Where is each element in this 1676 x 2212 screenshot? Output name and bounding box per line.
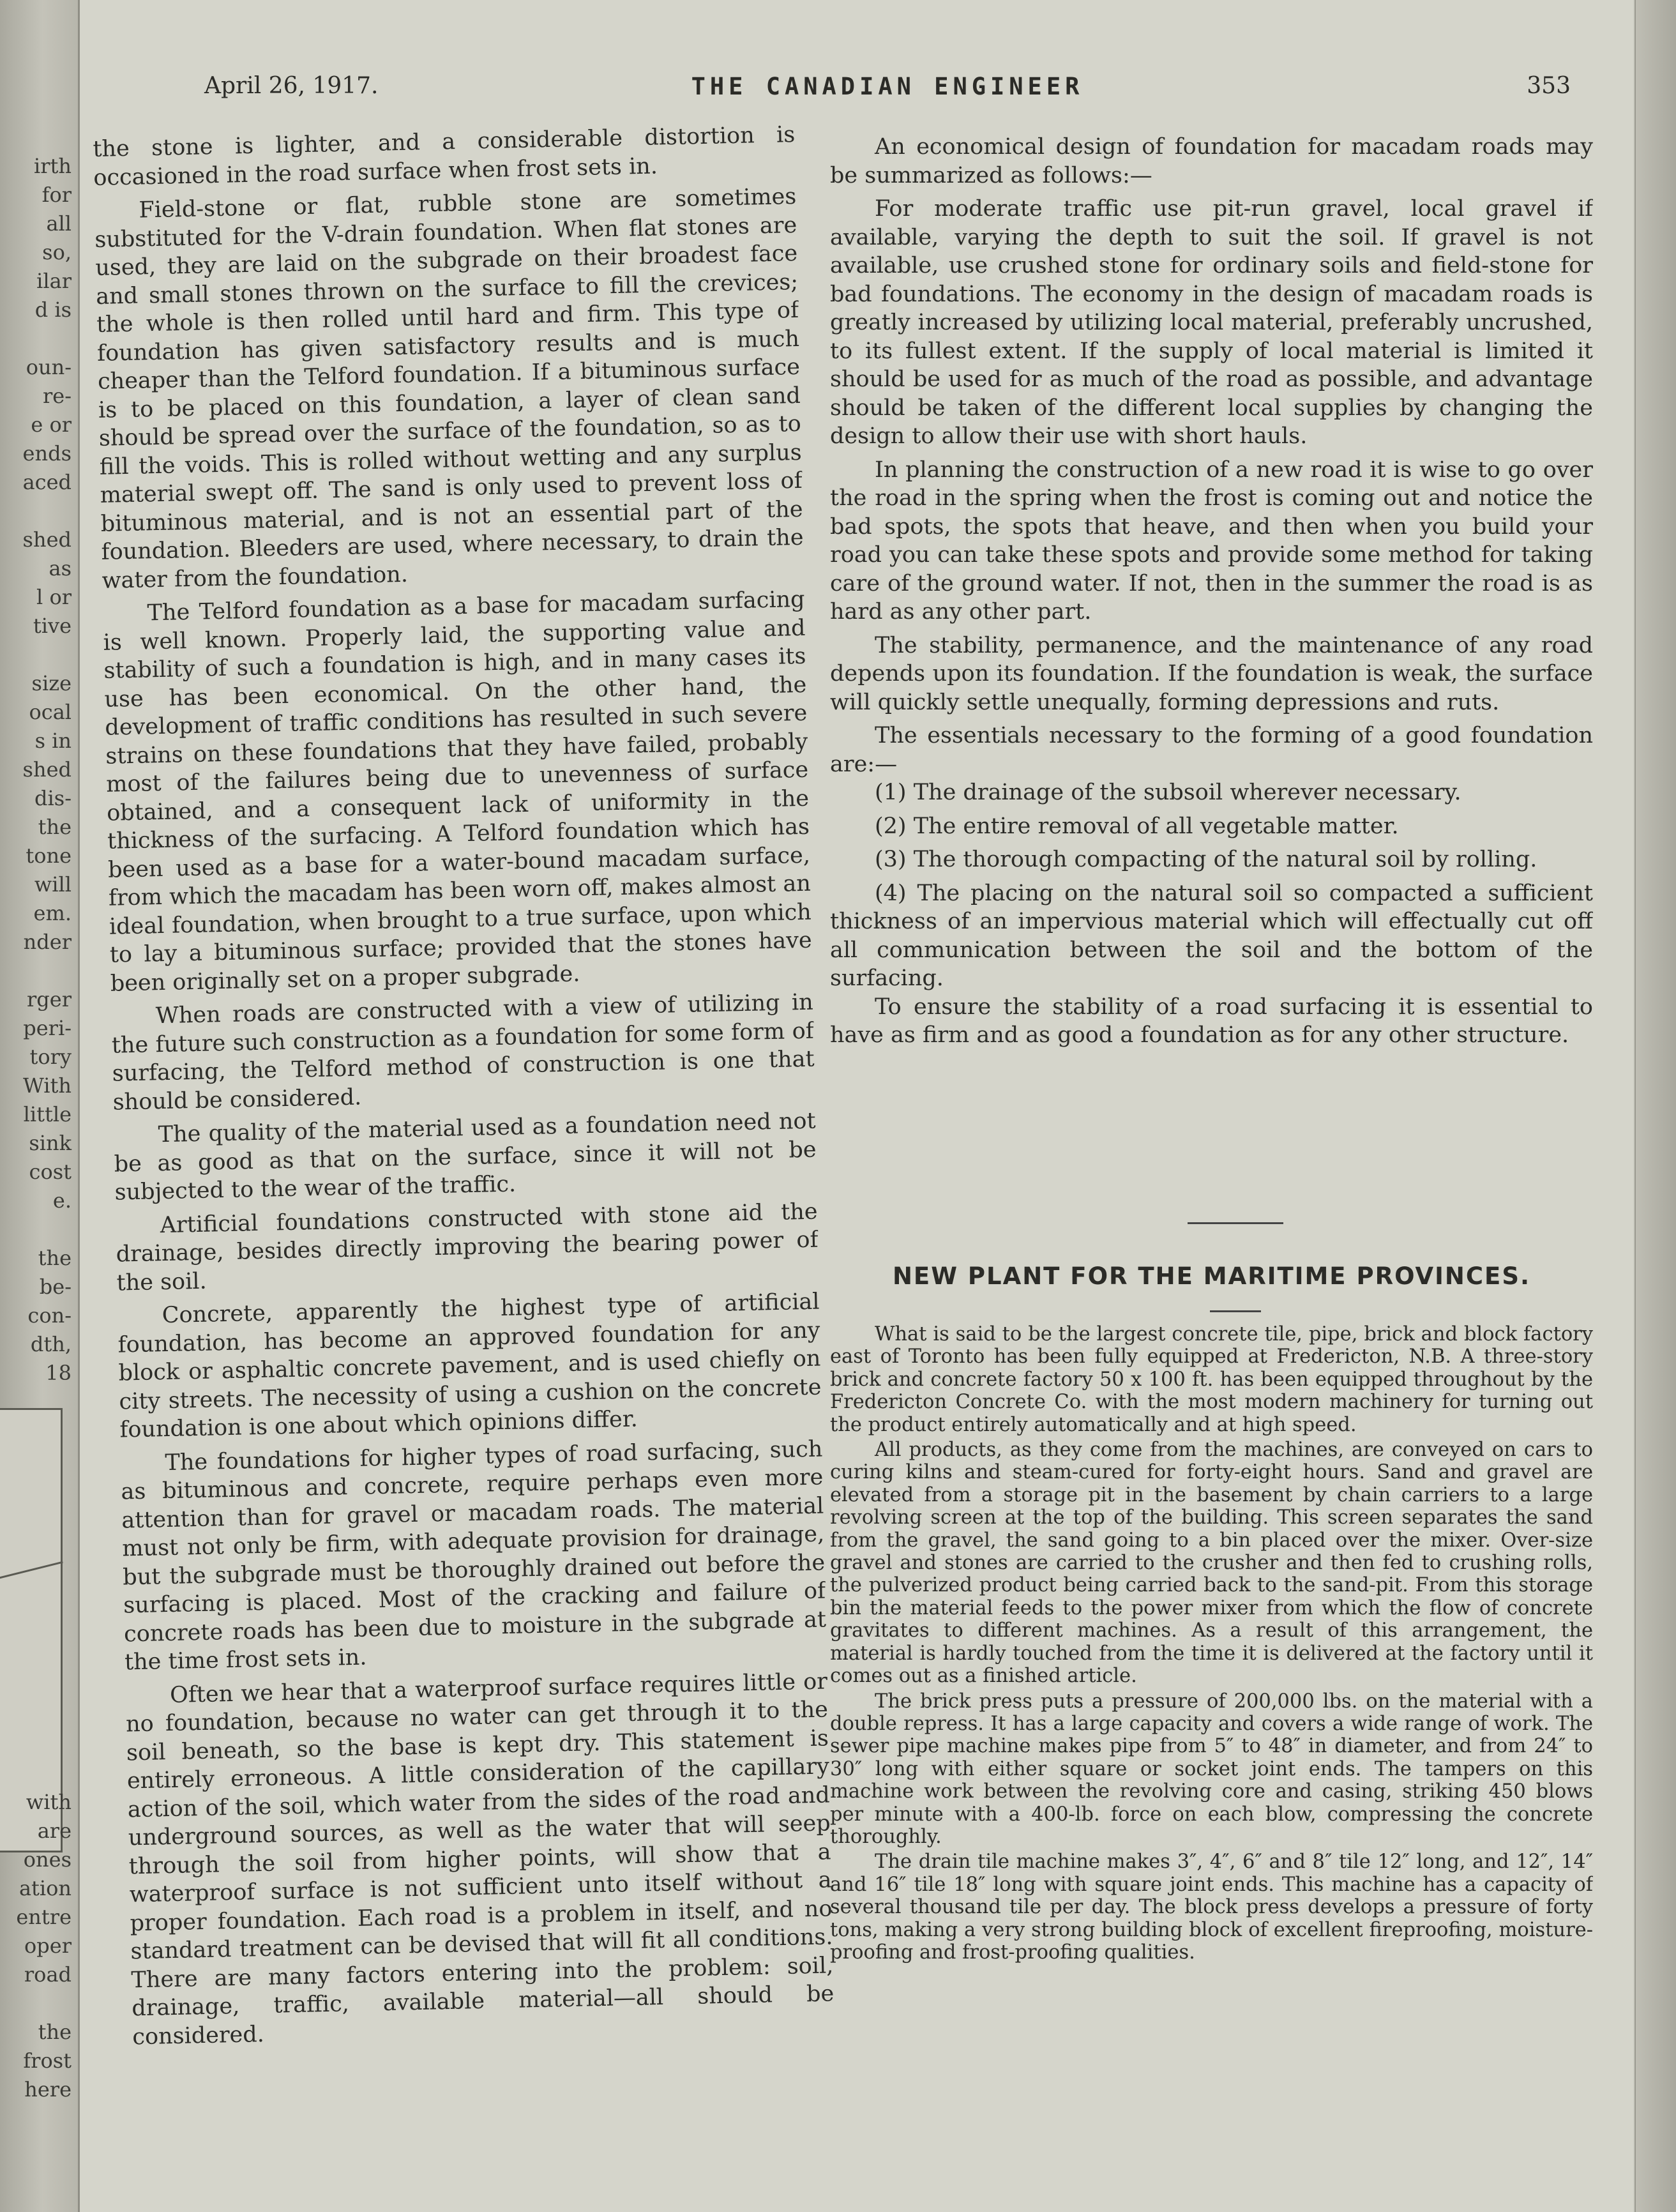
paragraph: For moderate traffic use pit-run gravel, local gravel if available, varying the depth to suit the soil. If gravel is not available, use crushed stone for ordinary soils and field-stone for bad foundations. The economy in the design of macadam roads is greatly increased by utilizing local material, preferably uncrushed, to its fullest extent. If the supply of local material is limited it should be used for as much of the road as possible, and advantage should be taken of the different local supplies by changing the design to allow their use with short hauls. <box>830 196 1593 449</box>
adjacent-page-fragment: dis- <box>34 786 72 810</box>
journal-title: THE CANADIAN ENGINEER <box>691 73 1084 100</box>
adjacent-page-fragment: em. <box>33 901 72 925</box>
adjacent-page-fragment: be- <box>39 1275 72 1299</box>
section-divider <box>1188 1222 1283 1224</box>
paragraph: The foundations for higher types of road surfacing, such as bituminous and concrete, require perhaps even more attention than for gravel or macadam roads. The material must not only be firm, with adequate provision for drainage, but the subgrade must be thoroughly drained out before the surfacing is placed. Most of the cracking and failure of concrete roads has been due to moisture in the subgrade at the time frost sets in. <box>121 1436 827 1676</box>
adjacent-page-fragment: with <box>26 1790 72 1814</box>
list-item: (1) The drainage of the subsoil wherever necessary. <box>875 780 1461 805</box>
page-gutter <box>1634 0 1676 2212</box>
adjacent-page-fragment: cost <box>29 1160 72 1184</box>
adjacent-page-fragment: rger <box>26 987 72 1011</box>
adjacent-page-fragment: nder <box>23 930 72 954</box>
adjacent-page-fragment: irth <box>34 154 72 178</box>
adjacent-page-fragment: e. <box>52 1188 72 1213</box>
adjacent-page-fragment: here <box>24 2077 72 2102</box>
paragraph: An economical design of foundation for macadam roads may be summarized as follows:— <box>830 134 1593 188</box>
adjacent-page-fragment: little <box>23 1102 72 1126</box>
list-item: (4) The placing on the natural soil so compacted a sufficient thickness of an impervious material which will effectually cut off all communication between the soil and the bottom of the surfacing. <box>830 880 1593 991</box>
adjacent-page-fragment: l or <box>36 585 72 609</box>
running-head <box>204 65 1571 103</box>
paragraph: Artificial foundations constructed with stone aid the drainage, besides directly improving the bearing power of the soil. <box>116 1199 819 1296</box>
adjacent-page-fragment: for <box>42 183 72 207</box>
adjacent-page-fragment: re- <box>42 384 72 408</box>
paragraph: The stability, permanence, and the maintenance of any road depends upon its foundation. If the foundation is weak, the surface will quickly settle unequally, forming depressions and ruts. <box>830 632 1593 715</box>
adjacent-page-fragment: With <box>22 1073 72 1098</box>
adjacent-page-fragment: the <box>38 815 72 839</box>
adjacent-page-fragment: entre <box>16 1905 72 1929</box>
adjacent-page-fragment: are <box>37 1819 72 1843</box>
adjacent-page-fragment: the <box>38 1246 72 1270</box>
adjacent-page-fragment: ation <box>19 1876 72 1900</box>
paragraph: Field-stone or flat, rubble stone are sometimes substituted for the V-drain foundation. When flat stones are used, they are laid on the subgrade on their broadest face and small stones thrown on the surface to fill the crevices; the whole is then rolled until hard and firm. This type of foundation has given satisfactory results and is much cheaper than the Telford foundation. If a bituminous surface is to be placed on this foundation, a layer of clean sand should be spread over the surface of the foundation, so as to fill the voids. This is rolled without wetting and any surplus material swept off. The sand is only used to prevent loss of bituminous material, and is not an essential part of the foundation. Bleeders are used, where necessary, to drain the water from the foundation. <box>94 183 804 594</box>
paragraph: The quality of the material used as a foundation need not be as good as that on the surface, since it will not be subjected to the wear of the traffic. <box>114 1108 817 1206</box>
adjacent-page-fragment: road <box>24 1962 72 1987</box>
adjacent-page-fragment: so, <box>42 240 72 264</box>
adjacent-page-fragment: frost <box>23 2049 72 2073</box>
adjacent-page-fragment: d is <box>34 298 72 322</box>
adjacent-page-fragment: e or <box>31 413 72 437</box>
adjacent-page-fragment: s in <box>34 729 72 753</box>
paragraph: The Telford foundation as a base for macadam surfacing is well known. Properly laid, the supporting value and stability of such a foundation is high, and in many cases its use has been economical. On the other hand, the development of traffic conditions has resulted in such severe strains on these foundations that they have failed, probably most of the failures being due to unevenness of surface obtained, and a consequent lack of uniformity in the thickness of the surfacing. A Telford foundation which has been used as a base for a water-bound macadam surface, from which the macadam has been worn off, makes almost an ideal foundation, when brought to a true surface, upon which to lay a bituminous surface; provided that the stones have been originally set on a proper subgrade. <box>103 586 813 997</box>
article-body <box>830 1323 1593 2089</box>
adjacent-page-edge <box>0 0 80 2212</box>
adjacent-page-fragment: the <box>38 2020 72 2044</box>
list-item: (2) The entire removal of all vegetable matter. <box>875 813 1399 839</box>
paragraph: What is said to be the largest concrete tile, pipe, brick and block factory east of Toronto has been fully equipped at Fredericton, N.B. A three-story brick and concrete factory 50 x 100 ft. has been equipped throughout by the Fredericton Concrete Co. with the most modern machinery for turning out the product entirely automatically and at high speed. <box>830 1323 1593 1436</box>
magazine-page <box>80 0 1633 2212</box>
right-column <box>830 133 1593 1212</box>
adjacent-page-fragment: tone <box>26 844 72 868</box>
paragraph: Often we hear that a waterproof surface requires little or no foundation, because no water can get through it to the soil beneath, so the base is kept dry. This statement is entirely erroneous. A little consideration of the capillary action of the soil, which water from the sides of the road and underground sources, as well as the water that will seep through the soil from higher points, will show that a waterproof surface is not sufficient unto itself without a proper foundation. Each road is a problem in itself, and no standard treatment can be devised that will fit all conditions. There are many factors entering into the problem: soil, drainage, traffic, available material—all should be considered. <box>125 1668 834 2050</box>
adjacent-page-fragment: all <box>46 211 72 236</box>
paragraph: The essentials necessary to the forming of a good foundation are:— <box>830 723 1593 777</box>
adjacent-page-fragment: con- <box>27 1303 72 1328</box>
adjacent-page-fragment: peri- <box>23 1016 72 1040</box>
paragraph: Concrete, apparently the highest type of artificial foundation, has become an approved foundation for any block or asphaltic concrete pavement, and is used chiefly on city streets. The necessity of using a cushion on the concrete foundation is one about which opinions differ. <box>117 1289 822 1443</box>
paragraph: The brick press puts a pressure of 200,000 lbs. on the material with a double repress. It has a large capacity and covers a wide range of work. The sewer pipe machine makes pipe from 5″ to 48″ in diameter, and from 24″ to 30″ long with either square or socket joint ends. The tampers on this machine work between the revolving core and casing, striking 450 blows per minute with a 400-lb. force on each blow, compressing the concrete thoroughly. <box>830 1690 1593 1848</box>
page-number: 353 <box>1527 73 1571 99</box>
left-column <box>93 121 836 2127</box>
paragraph: When roads are constructed with a view of utilizing in the future such construction as a foundation for some form of surfacing, the Telford method of construction is one that should be considered. <box>111 989 815 1116</box>
adjacent-page-figure-frame <box>0 1408 63 1852</box>
paragraph: The drain tile machine makes 3″, 4″, 6″ and 8″ tile 12″ long, and 12″, 14″ and 16″ tile 18″ long with square joint ends. This machine has a capacity of several thousand tile per day. The block press develops a pressure of forty tons, making a very strong building block of excellent fireproofing, moisture-proofing and frost-proofing qualities. <box>830 1851 1593 1964</box>
adjacent-page-fragment: ends <box>22 441 72 466</box>
adjacent-page-fragment: size <box>31 671 72 695</box>
adjacent-page-fragment: shed <box>22 757 72 782</box>
list-item: (3) The thorough compacting of the natural soil by rolling. <box>875 847 1537 872</box>
adjacent-page-fragment: tive <box>33 614 72 638</box>
title-underline <box>1210 1310 1261 1312</box>
issue-date: April 26, 1917. <box>204 73 379 99</box>
adjacent-page-fragment: will <box>34 872 72 897</box>
paragraph: the stone is lighter, and a considerable distortion is occasioned in the road surface when frost sets in. <box>93 121 796 191</box>
essentials-list <box>830 778 1593 993</box>
adjacent-page-fragment: ilar <box>36 269 72 293</box>
paragraph: All products, as they come from the machines, are conveyed on cars to curing kilns and steam-cured for forty-eight hours. Sand and gravel are elevated from a storage pit in the basement by chain carriers to a large revolving screen at the top of the building. This screen separates the sand from the gravel, the sand going to a bin placed over the mixer. Over-size gravel and stones are carried to the crusher and then fed to crushing rolls, the pulverized product being carried back to the sand-pit. From this storage bin the material feeds to the power mixer from which the flow of concrete gravitates to different machines. As a result of this arrangement, the material is hardly touched from the time it is delivered at the factory until it comes out as a finished article. <box>830 1439 1593 1688</box>
adjacent-page-fragment: 18 <box>45 1361 72 1385</box>
adjacent-page-fragment: shed <box>22 527 72 552</box>
adjacent-page-fragment: as <box>49 556 72 580</box>
adjacent-page-fragment: tory <box>29 1045 72 1069</box>
adjacent-page-fragment: ones <box>23 1847 72 1872</box>
paragraph: In planning the construction of a new road it is wise to go over the road in the spring when the frost is coming out and notice the bad spots, the spots that heave, and then when you build your road you can take these spots and provide some method for taking care of the ground water. If not, then in the summer the road is as hard as any other part. <box>830 457 1593 625</box>
adjacent-page-fragment: oun- <box>26 355 72 379</box>
article-title: NEW PLANT FOR THE MARITIME PROVINCES. <box>892 1262 1531 1290</box>
adjacent-page-fragment: ocal <box>29 700 72 724</box>
adjacent-page-fragment: oper <box>24 1934 72 1958</box>
adjacent-page-fragment: aced <box>22 470 72 494</box>
adjacent-page-fragment: sink <box>29 1131 72 1155</box>
paragraph: To ensure the stability of a road surfacing it is essential to have as firm and as good a foundation as for any other structure. <box>830 994 1593 1048</box>
adjacent-page-fragment: dth, <box>30 1332 72 1356</box>
